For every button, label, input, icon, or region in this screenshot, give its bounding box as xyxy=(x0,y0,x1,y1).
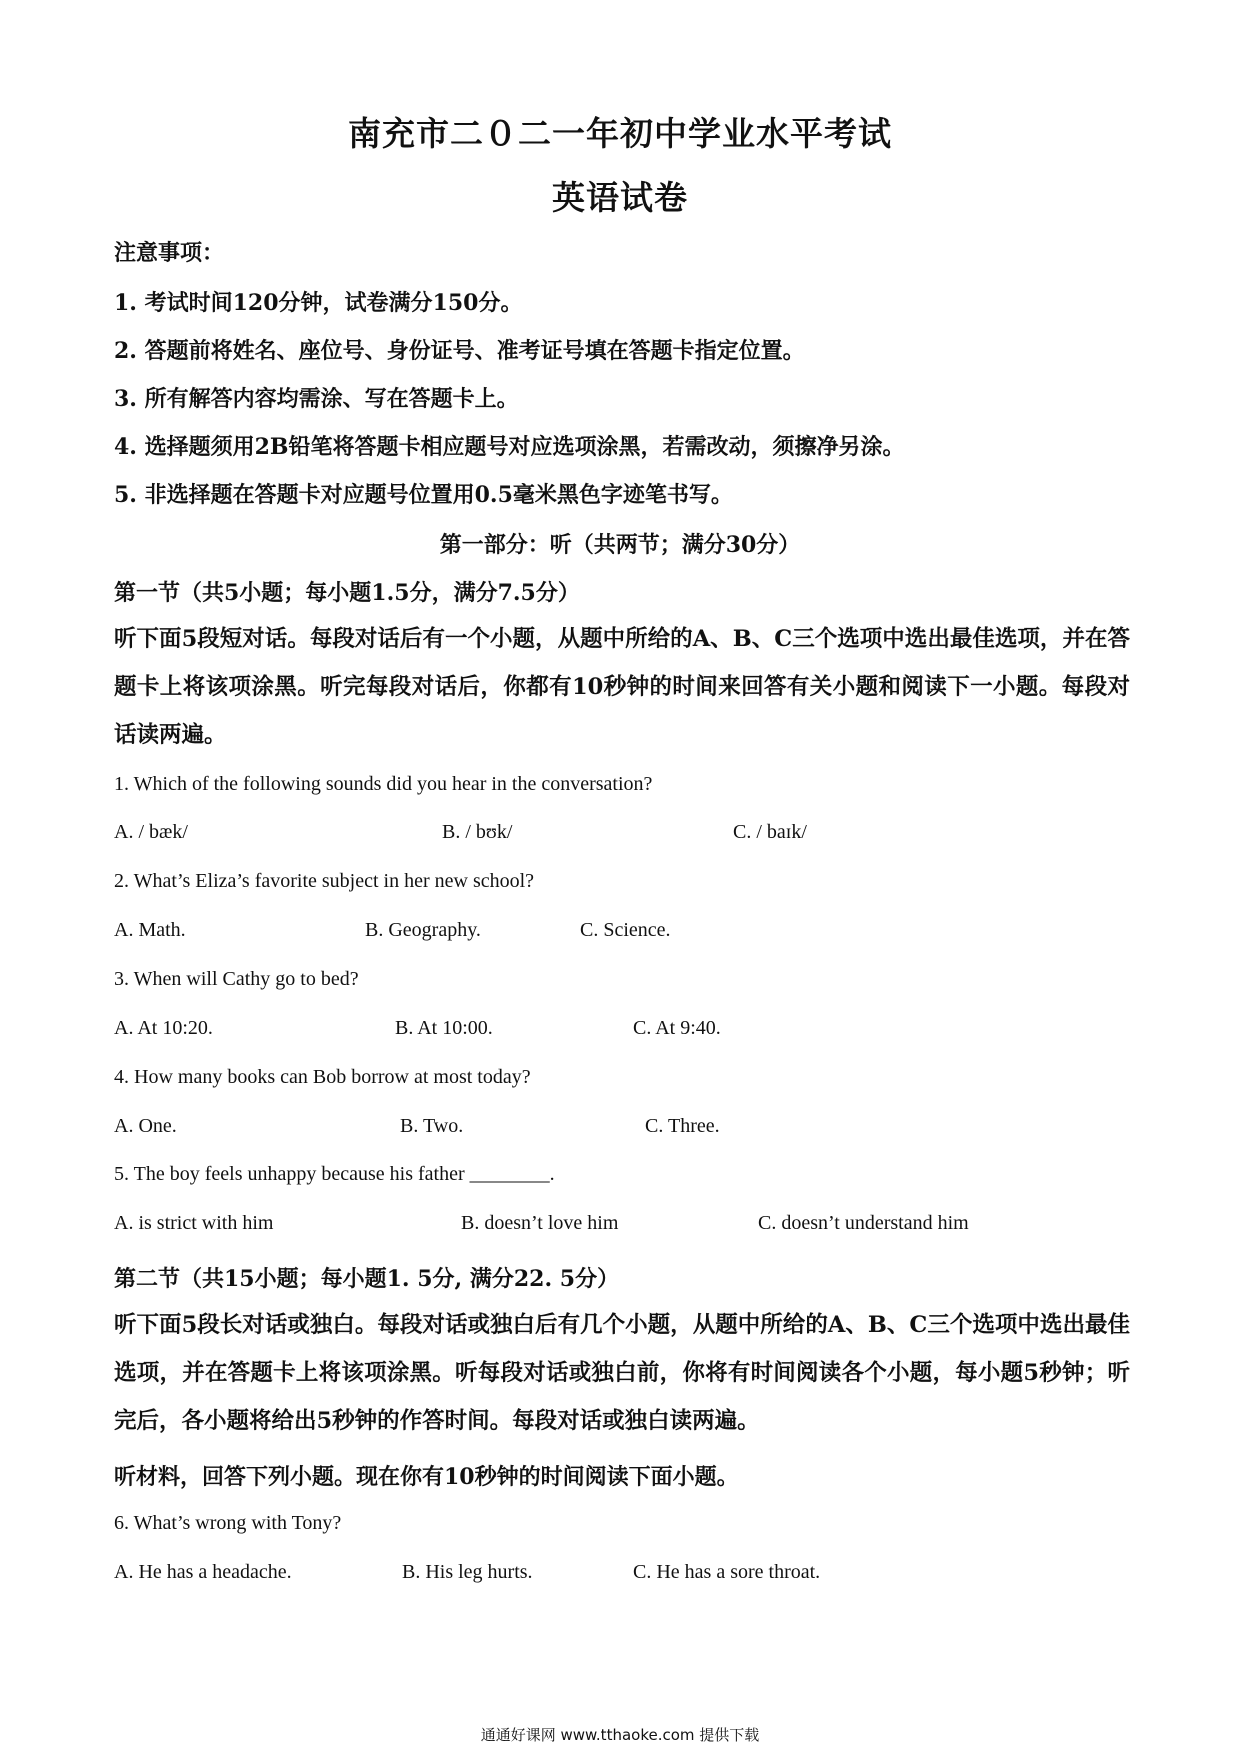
note-item: 3. 所有解答内容均需涂、写在答题卡上。 xyxy=(114,386,519,412)
question-6-option-b: B. His leg hurts. xyxy=(402,1561,533,1583)
question-2-option-c: C. Science. xyxy=(580,919,671,941)
note-item: 5. 非选择题在答题卡对应题号位置用0.5毫米黑色字迹笔书写。 xyxy=(114,482,733,508)
part-one-heading: 第一部分：听（共两节；满分30分） xyxy=(439,532,801,558)
question-1: 1. Which of the following sounds did you hear in the conversation? xyxy=(114,773,653,795)
question-4-option-c: C. Three. xyxy=(645,1115,720,1137)
question-3-option-b: B. At 10:00. xyxy=(395,1017,493,1039)
exam-title: 南充市二０二一年初中学业水平考试 xyxy=(348,114,892,153)
question-6-option-a: A. He has a headache. xyxy=(114,1561,292,1583)
question-2-option-a: A. Math. xyxy=(114,919,186,941)
question-3-option-c: C. At 9:40. xyxy=(633,1017,721,1039)
section-one-instruction: 听下面5段短对话。每段对话后有一个小题，从题中所给的A、B、C三个选项中选出最佳选项，并在答题卡上将该项涂黑。听完每段对话后，你都有10秒钟的时间来回答有关小题和阅读下一小题。每段对话读两遍。 xyxy=(114,626,1130,748)
question-6: 6. What’s wrong with Tony? xyxy=(114,1512,342,1534)
notes-heading: 注意事项： xyxy=(114,240,225,266)
question-4: 4. How many books can Bob borrow at most today? xyxy=(114,1066,531,1088)
question-5-option-c: C. doesn’t understand him xyxy=(758,1212,969,1234)
download-source-footer: 通通好课网 www.tthaoke.com 提供下载 xyxy=(480,1726,760,1744)
question-2-option-b: B. Geography. xyxy=(365,919,481,941)
section-two-instruction: 听下面5段长对话或独白。每段对话或独白后有几个小题，从题中所给的A、B、C三个选项中选出最佳选项，并在答题卡上将该项涂黑。听每段对话或独白前，你将有时间阅读各个小题，每小题5秒钟；听完后，各小题将给出5秒钟的作答时间。每段对话或独白读两遍。 xyxy=(114,1312,1130,1434)
section-two-heading: 第二节（共15小题；每小题1. 5分, 满分22. 5分） xyxy=(114,1266,620,1292)
note-item: 4. 选择题须用2B铅笔将答题卡相应题号对应选项涂黑，若需改动，须擦净另涂。 xyxy=(114,434,905,460)
question-5-option-b: B. doesn’t love him xyxy=(461,1212,619,1234)
question-1-option-a: A. / bæk/ xyxy=(114,821,188,843)
question-2: 2. What’s Eliza’s favorite subject in her new school? xyxy=(114,870,535,892)
question-3: 3. When will Cathy go to bed? xyxy=(114,968,359,990)
section-two-prompt: 听材料，回答下列小题。现在你有10秒钟的时间阅读下面小题。 xyxy=(114,1464,739,1490)
question-1-option-b: B. / bʊk/ xyxy=(442,821,513,843)
question-4-option-a: A. One. xyxy=(114,1115,177,1137)
question-1-option-c: C. / baɪk/ xyxy=(733,821,807,843)
question-3-option-a: A. At 10:20. xyxy=(114,1017,213,1039)
note-item: 2. 答题前将姓名、座位号、身份证号、准考证号填在答题卡指定位置。 xyxy=(114,338,805,364)
note-item: 1. 考试时间120分钟，试卷满分150分。 xyxy=(114,290,523,316)
exam-subtitle: 英语试卷 xyxy=(552,178,688,217)
question-4-option-b: B. Two. xyxy=(400,1115,464,1137)
question-6-option-c: C. He has a sore throat. xyxy=(633,1561,821,1583)
question-5: 5. The boy feels unhappy because his father ________. xyxy=(114,1163,555,1185)
question-5-option-a: A. is strict with him xyxy=(114,1212,274,1234)
section-one-heading: 第一节（共5小题；每小题1.5分，满分7.5分） xyxy=(114,580,580,606)
